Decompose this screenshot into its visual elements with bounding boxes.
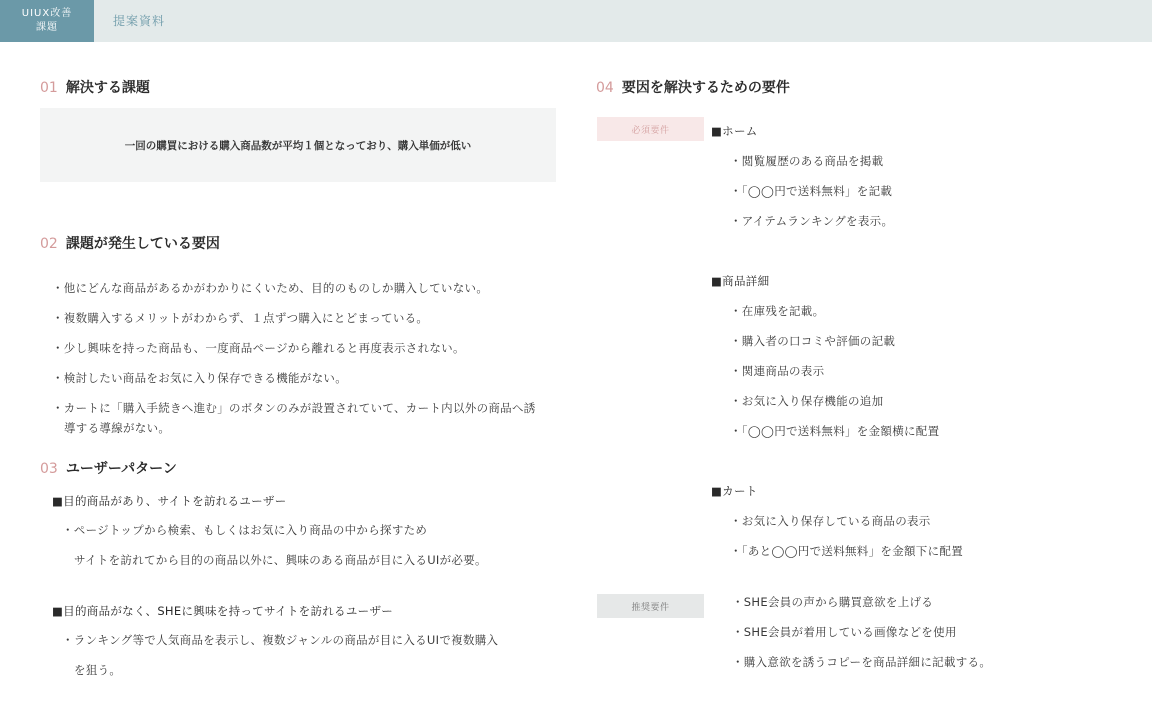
recommended-item: ・SHE会員が着用している画像などを使用 <box>732 625 957 639</box>
section-title: 解決する課題 <box>65 80 150 96</box>
cause-item: ・複数購入するメリットがわからず、１点ずつ購入にとどまっている。 <box>52 311 429 325</box>
home-item: ・閲覧履歴のある商品を掲載 <box>730 154 884 168</box>
section-number: 03 <box>40 461 58 477</box>
section-02-heading <box>40 233 220 253</box>
category-badge <box>0 0 94 42</box>
user-pattern-1-heading: ■目的商品があり、サイトを訪れるユーザー <box>52 494 287 508</box>
user-pattern-2-line: を狙う。 <box>74 663 122 677</box>
cart-item: ・お気に入り保存している商品の表示 <box>730 514 931 528</box>
cause-item-continued: 導する導線がない。 <box>64 421 171 435</box>
user-pattern-2-heading: ■目的商品がなく、SHEに興味を持ってサイトを訪れるユーザー <box>52 604 394 618</box>
home-item: ・「◯◯円で送料無料」を記載 <box>730 184 893 198</box>
recommended-item: ・SHE会員の声から購買意欲を上げる <box>732 595 934 609</box>
home-heading: ■ホーム <box>711 124 758 138</box>
recommended-requirements-tag: 推奨要件 <box>597 594 704 618</box>
product-detail-item: ・購入者の口コミや評価の記載 <box>730 334 896 348</box>
section-number: 01 <box>40 80 58 96</box>
section-03-heading <box>40 458 177 478</box>
badge-line-2: 課題 <box>36 22 58 33</box>
recommended-item: ・購入意欲を誘うコピーを商品詳細に記載する。 <box>732 655 992 669</box>
product-detail-heading: ■商品詳細 <box>711 274 770 288</box>
cause-item: ・他にどんな商品があるかがわかりにくいため、目的のものしか購入していない。 <box>52 281 489 295</box>
product-detail-item: ・在庫残を記載。 <box>730 304 825 318</box>
badge-line-1: UIUX改善 <box>21 8 73 19</box>
cause-item: ・検討したい商品をお気に入り保存できる機能がない。 <box>52 371 347 385</box>
problem-statement-box <box>40 108 556 182</box>
tab-proposal[interactable]: 提案資料 <box>113 14 166 28</box>
user-pattern-1-line: ・ページトップから検索、もしくはお気に入り商品の中から探すため <box>62 523 428 537</box>
section-title: 要因を解決するための要件 <box>621 80 790 96</box>
section-title: 課題が発生している要因 <box>65 236 220 252</box>
section-number: 04 <box>596 80 614 96</box>
product-detail-item: ・関連商品の表示 <box>730 364 825 378</box>
top-bar <box>0 0 1152 42</box>
cause-item: ・少し興味を持った商品も、一度商品ページから離れると再度表示されない。 <box>52 341 465 355</box>
section-04-heading <box>596 77 790 97</box>
required-requirements-tag: 必須要件 <box>597 117 704 141</box>
cause-item: ・カートに「購入手続きへ進む」のボタンのみが設置されていて、カート内以外の商品へ誘 <box>52 401 536 415</box>
user-pattern-1-line: サイトを訪れてから目的の商品以外に、興味のある商品が目に入るUIが必要。 <box>74 553 487 567</box>
cart-heading: ■カート <box>711 484 758 498</box>
section-01-heading <box>40 77 150 97</box>
product-detail-item: ・お気に入り保存機能の追加 <box>730 394 884 408</box>
section-title: ユーザーパターン <box>65 461 177 477</box>
problem-statement: 一回の購買における購入商品数が平均１個となっており、購入単価が低い <box>124 139 472 152</box>
cart-item: ・「あと◯◯円で送料無料」を金額下に配置 <box>730 544 963 558</box>
user-pattern-2-line: ・ランキング等で人気商品を表示し、複数ジャンルの商品が目に入るUIで複数購入 <box>62 633 499 647</box>
section-number: 02 <box>40 236 58 252</box>
product-detail-item: ・「◯◯円で送料無料」を金額横に配置 <box>730 424 940 438</box>
home-item: ・アイテムランキングを表示。 <box>730 214 894 228</box>
